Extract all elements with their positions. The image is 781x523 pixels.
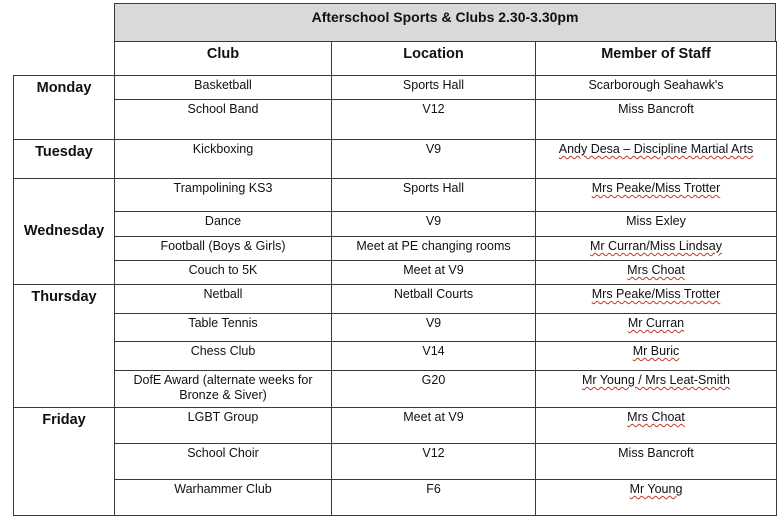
table-row bbox=[14, 480, 777, 516]
location-cell: V9 bbox=[332, 212, 536, 237]
club-cell: Warhammer Club bbox=[115, 480, 332, 516]
staff-name-flagged: Mr Curran bbox=[627, 316, 685, 330]
table-row bbox=[14, 314, 777, 342]
location-cell: Netball Courts bbox=[332, 285, 536, 314]
club-cell: School Choir bbox=[115, 444, 332, 480]
club-cell: LGBT Group bbox=[115, 408, 332, 444]
table-row bbox=[14, 179, 777, 212]
header-staff: Member of Staff bbox=[536, 42, 777, 76]
table-row bbox=[14, 212, 777, 237]
club-cell: Trampolining KS3 bbox=[115, 179, 332, 212]
table-row bbox=[14, 237, 777, 261]
club-cell: Dance bbox=[115, 212, 332, 237]
table-row bbox=[14, 76, 777, 100]
staff-name-flagged: Mr Curran/Miss Lindsay bbox=[590, 239, 722, 253]
day-friday: Friday bbox=[14, 408, 115, 516]
header-location: Location bbox=[332, 42, 536, 76]
location-cell: Sports Hall bbox=[332, 179, 536, 212]
club-cell: Chess Club bbox=[115, 342, 332, 371]
staff-cell bbox=[536, 179, 777, 212]
location-cell: V12 bbox=[332, 100, 536, 140]
table-row bbox=[14, 408, 777, 444]
table-title: Afterschool Sports & Clubs 2.30-3.30pm bbox=[114, 3, 776, 42]
staff-name-flagged: Andy Desa – Discipline Martial Arts bbox=[558, 142, 754, 156]
staff-cell bbox=[536, 480, 777, 516]
location-cell: F6 bbox=[332, 480, 536, 516]
header-row bbox=[14, 42, 777, 76]
table-row bbox=[14, 342, 777, 371]
staff-cell bbox=[536, 371, 777, 408]
day-tuesday: Tuesday bbox=[14, 140, 115, 179]
club-cell: Kickboxing bbox=[115, 140, 332, 179]
location-cell: V14 bbox=[332, 342, 536, 371]
club-cell: DofE Award (alternate weeks for Bronze & Siver) bbox=[115, 371, 332, 408]
staff-cell: Scarborough Seahawk's bbox=[536, 76, 777, 100]
club-cell: Table Tennis bbox=[115, 314, 332, 342]
club-cell: Basketball bbox=[115, 76, 332, 100]
day-monday: Monday bbox=[14, 76, 115, 140]
table-row bbox=[14, 100, 777, 140]
staff-name-flagged: Mr Young / Mrs Leat-Smith bbox=[582, 373, 730, 387]
staff-cell bbox=[536, 314, 777, 342]
staff-name-flagged: Mrs Choat bbox=[627, 263, 685, 277]
staff-cell: Miss Bancroft bbox=[536, 444, 777, 480]
location-cell: G20 bbox=[332, 371, 536, 408]
club-cell: Couch to 5K bbox=[115, 261, 332, 285]
staff-cell bbox=[536, 285, 777, 314]
clubs-table bbox=[13, 41, 777, 516]
location-cell: Meet at V9 bbox=[332, 408, 536, 444]
location-cell: Meet at V9 bbox=[332, 261, 536, 285]
table-row bbox=[14, 285, 777, 314]
table-row bbox=[14, 371, 777, 408]
club-cell: Netball bbox=[115, 285, 332, 314]
staff-cell bbox=[536, 408, 777, 444]
header-club: Club bbox=[115, 42, 332, 76]
club-cell: Football (Boys & Girls) bbox=[115, 237, 332, 261]
staff-cell bbox=[536, 342, 777, 371]
location-cell: Meet at PE changing rooms bbox=[332, 237, 536, 261]
table-row bbox=[14, 261, 777, 285]
day-thursday: Thursday bbox=[14, 285, 115, 408]
day-wednesday: Wednesday bbox=[14, 179, 115, 285]
staff-cell bbox=[536, 261, 777, 285]
location-cell: Sports Hall bbox=[332, 76, 536, 100]
staff-name-flagged: Mr Young bbox=[629, 482, 683, 496]
staff-cell: Miss Exley bbox=[536, 212, 777, 237]
staff-cell bbox=[536, 140, 777, 179]
club-cell: School Band bbox=[115, 100, 332, 140]
staff-cell: Miss Bancroft bbox=[536, 100, 777, 140]
staff-name-flagged: Mrs Peake/Miss Trotter bbox=[591, 181, 721, 195]
table-row bbox=[14, 444, 777, 480]
staff-name-flagged: Mrs Peake/Miss Trotter bbox=[591, 287, 721, 301]
location-cell: V12 bbox=[332, 444, 536, 480]
staff-name-flagged: Mrs Choat bbox=[627, 410, 685, 424]
staff-name-flagged: Mr Buric bbox=[632, 344, 680, 358]
corner-cell bbox=[14, 42, 115, 76]
table-row bbox=[14, 140, 777, 179]
staff-cell bbox=[536, 237, 777, 261]
location-cell: V9 bbox=[332, 314, 536, 342]
location-cell: V9 bbox=[332, 140, 536, 179]
